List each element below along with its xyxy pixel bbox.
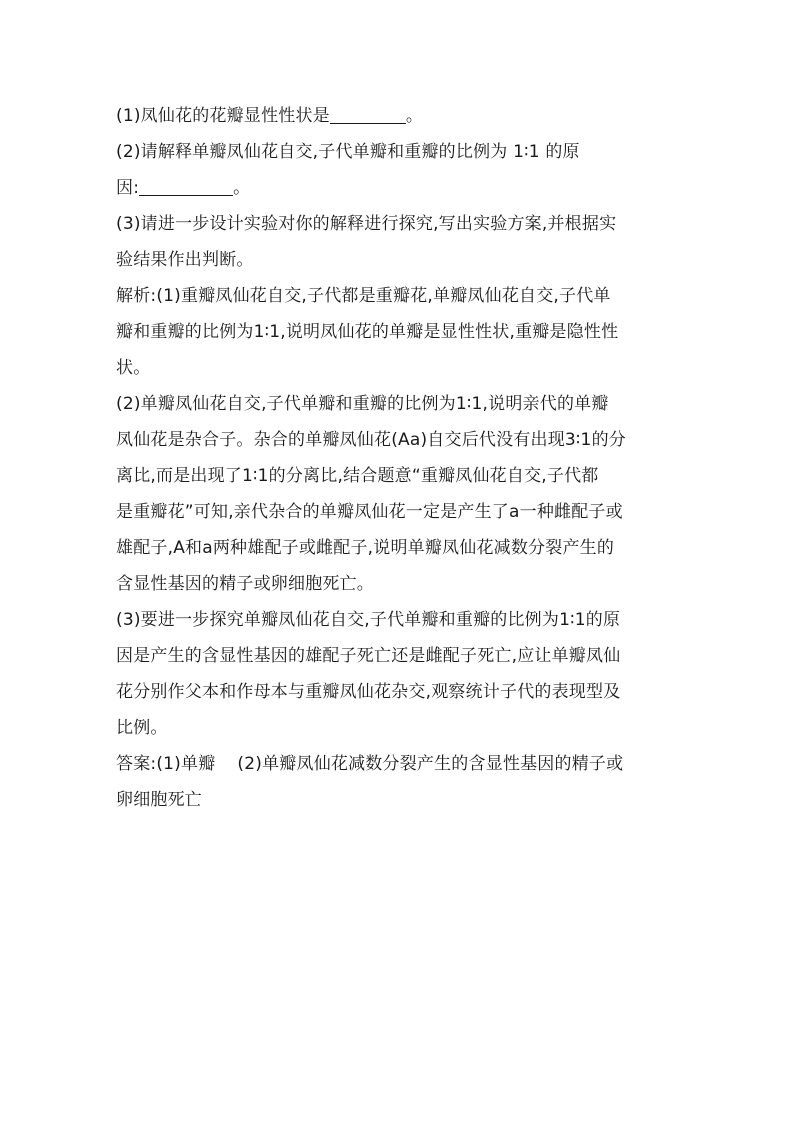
analysis-line: 解析:(1)重瓣凤仙花自交,子代都是重瓣花,单瓣凤仙花自交,子代单 (116, 286, 611, 306)
answer-part-2: (2)单瓣凤仙花减数分裂产生的含显性基因的精子或 (237, 754, 624, 774)
analysis-line: 是重瓣花”可知,亲代杂合的单瓣凤仙花一定是产生了a一种雌配子或 (116, 502, 623, 522)
answer-line-1 (116, 746, 686, 782)
analysis-line: (2)单瓣凤仙花自交,子代单瓣和重瓣的比例为1∶1,说明亲代的单瓣 (116, 394, 609, 414)
analysis-line: 含显性基因的精子或卵细胞死亡。 (116, 574, 374, 594)
answer-blank-2[interactable] (139, 173, 233, 196)
question-3-line-1: (3)请进一步设计实验对你的解释进行探究,写出实验方案,并根据实 (116, 214, 617, 234)
analysis-line: 凤仙花是杂合子。杂合的单瓣凤仙花(Aa)自交后代没有出现3∶1的分 (116, 430, 626, 450)
analysis-line: 花分别作父本和作母本与重瓣凤仙花杂交,观察统计子代的表现型及 (116, 682, 621, 702)
answer-part-1: 答案:(1)单瓣 (116, 754, 216, 774)
answer-line-2: 卵细胞死亡 (116, 790, 202, 810)
analysis-line: 因是产生的含显性基因的雄配子死亡还是雌配子死亡,应让单瓣凤仙 (116, 646, 621, 666)
analysis-line: (3)要进一步探究单瓣凤仙花自交,子代单瓣和重瓣的比例为1∶1的原 (116, 610, 621, 630)
analysis-line: 比例。 (116, 718, 168, 738)
question-3-line-2: 验结果作出判断。 (116, 250, 254, 270)
analysis-line: 离比,而是出现了1∶1的分离比,结合题意“重瓣凤仙花自交,子代都 (116, 466, 599, 486)
analysis-line: 状。 (116, 358, 151, 378)
question-2-prefix: 因: (116, 178, 140, 198)
answer-blank-1[interactable] (330, 101, 406, 124)
document-page (116, 98, 686, 818)
question-1 (116, 98, 686, 134)
question-2-line-1: (2)请解释单瓣凤仙花自交,子代单瓣和重瓣的比例为 1∶1 的原 (116, 142, 580, 162)
analysis-line: 雄配子,A和a两种雄配子或雌配子,说明单瓣凤仙花减数分裂产生的 (116, 538, 615, 558)
question-1-suffix: 。 (405, 106, 424, 126)
analysis-line: 瓣和重瓣的比例为1∶1,说明凤仙花的单瓣是显性性状,重瓣是隐性性 (116, 322, 619, 342)
question-1-prefix: (1)凤仙花的花瓣显性性状是 (116, 106, 330, 126)
question-2-suffix: 。 (233, 178, 251, 198)
question-2-line-2 (116, 170, 686, 206)
